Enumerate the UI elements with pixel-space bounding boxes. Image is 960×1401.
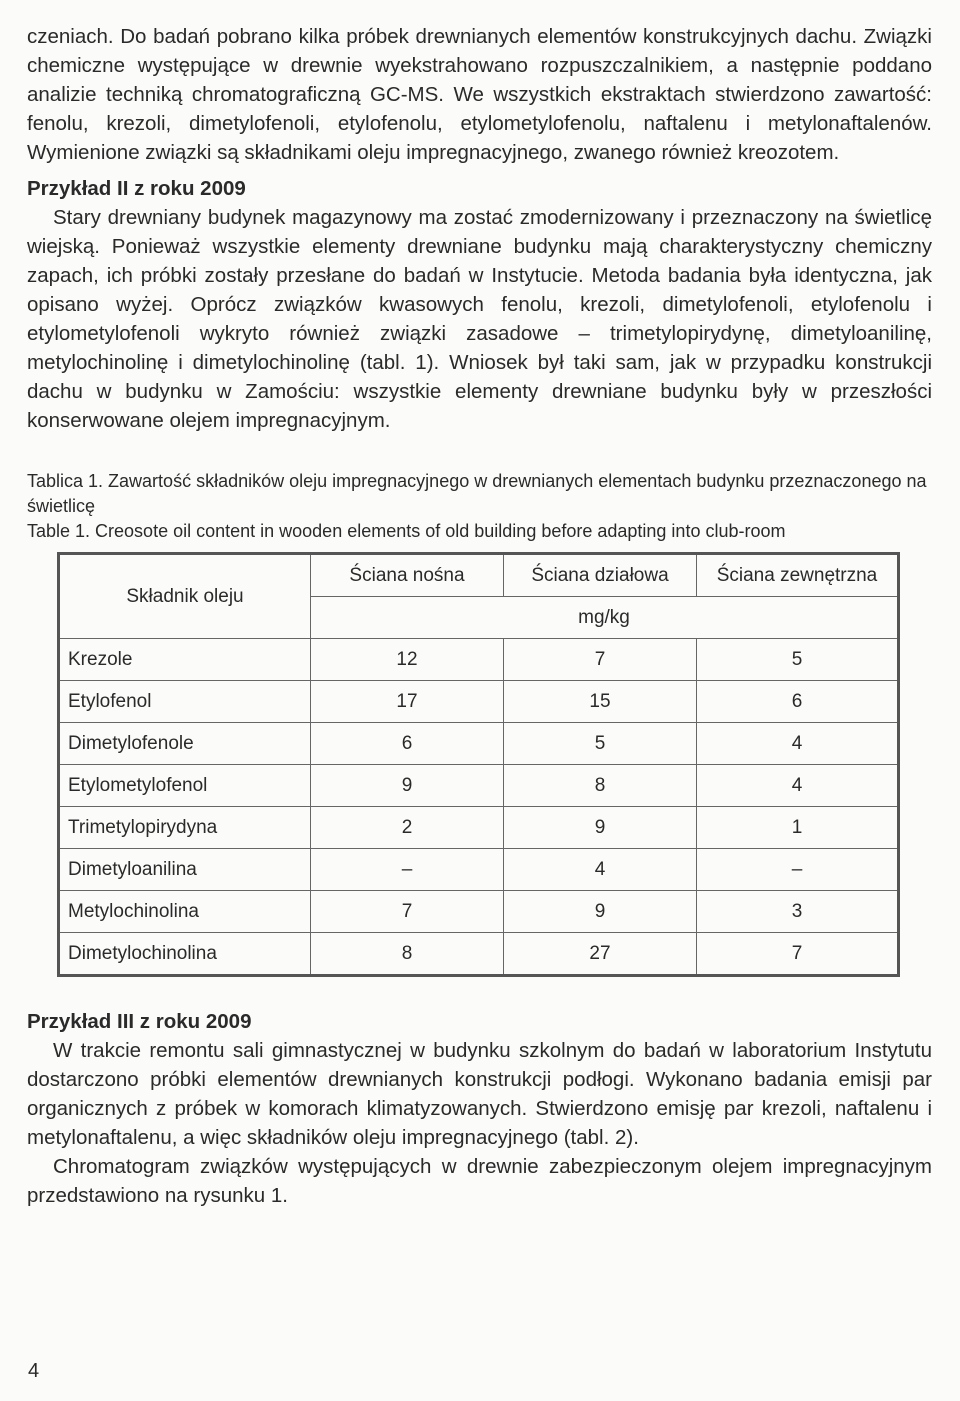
row-value-col-3: 1 [697, 807, 899, 849]
table-header-row [59, 554, 899, 597]
row-value-col-2: 8 [504, 765, 697, 807]
header-col-3: Ściana zewnętrzna [697, 554, 899, 597]
page-content [27, 22, 932, 1210]
row-value-col-1: 8 [311, 933, 504, 976]
row-component-name: Dimetyloanilina [59, 849, 311, 891]
example3-paragraph-2: Chromatogram związków występujących w drewnie zabezpieczonym olejem impregnacyjnym przedstawiono na rysunku 1. [27, 1155, 932, 1207]
table-row [59, 639, 899, 681]
header-component: Składnik oleju [59, 554, 311, 639]
page-number: 4 [28, 1360, 40, 1382]
oil-content-table [57, 552, 900, 977]
table-row [59, 681, 899, 723]
header-unit: mg/kg [311, 597, 899, 639]
row-value-col-2: 7 [504, 639, 697, 681]
intro-paragraph: czeniach. Do badań pobrano kilka próbek drewnianych elementów konstrukcyjnych dachu. Związki chemiczne występujące w drewnie wyekstrahowano rozpuszczalnikiem, a następnie poddano analizie techniką chromatograficzną GC-MS. We wszystkich ekstraktach stwierdzono zawartość: fenolu, krezoli, dimetylofenoli, etylofenolu, etylometylofenolu, naftalenu i metylonaftalenów. Wymienione związki są składnikami oleju impregnacyjnego, zwanego również kreozotem. [27, 25, 932, 164]
row-value-col-2: 9 [504, 807, 697, 849]
row-component-name: Trimetylopirydyna [59, 807, 311, 849]
row-value-col-2: 9 [504, 891, 697, 933]
row-value-col-3: 7 [697, 933, 899, 976]
row-value-col-1: 6 [311, 723, 504, 765]
example3-heading: Przykład III z roku 2009 [27, 1010, 252, 1033]
table-caption [27, 469, 932, 544]
table-row [59, 891, 899, 933]
table-row [59, 807, 899, 849]
table-body [59, 639, 899, 976]
header-col-1: Ściana nośna [311, 554, 504, 597]
example3-paragraph-1: W trakcie remontu sali gimnastycznej w budynku szkolnym do badań w laboratorium Instytutu dostarczono próbki elementów drewnianych konstrukcji podłogi. Wykonano badania emisji par organicznych z próbek w komorach klimatyzowanych. Stwierdzono emisję par krezoli, naftalenu i metylonaftalenu, a więc składników oleju impregnacyjnego (tabl. 2). [27, 1039, 932, 1149]
row-component-name: Krezole [59, 639, 311, 681]
table-caption-en: Table 1. Creosote oil content in wooden elements of old building before adapting into club-room [27, 521, 786, 541]
row-value-col-1: 2 [311, 807, 504, 849]
row-value-col-3: 6 [697, 681, 899, 723]
row-component-name: Dimetylochinolina [59, 933, 311, 976]
table-row [59, 933, 899, 976]
row-value-col-3: 3 [697, 891, 899, 933]
row-value-col-1: – [311, 849, 504, 891]
row-value-col-1: 12 [311, 639, 504, 681]
row-value-col-2: 4 [504, 849, 697, 891]
row-value-col-3: 5 [697, 639, 899, 681]
row-value-col-2: 5 [504, 723, 697, 765]
row-value-col-1: 17 [311, 681, 504, 723]
row-value-col-1: 9 [311, 765, 504, 807]
row-value-col-2: 15 [504, 681, 697, 723]
example2-paragraph: Stary drewniany budynek magazynowy ma zostać zmodernizowany i przeznaczony na świetlicę wiejską. Ponieważ wszystkie elementy drewniane budynku mają charakterystyczny chemiczny zapach, ich próbki zostały przesłane do badań w Instytucie. Metoda badania była identyczna, jak opisano wyżej. Oprócz związków kwasowych fenolu, krezoli, dimetylofenoli, etylofenolu i etylometylofenoli wykryto również związki zasadowe – trimetylopirydynę, dimetyloanilinę, metylochinolinę i dimetylochinolinę (tabl. 1). Wniosek był taki sam, jak w przypadku konstrukcji dachu w budynku w Zamościu: wszystkie elementy drewniane budynku były w przeszłości konserwowane olejem impregnacyjnym. [27, 206, 932, 432]
row-component-name: Dimetylofenole [59, 723, 311, 765]
row-value-col-1: 7 [311, 891, 504, 933]
row-component-name: Metylochinolina [59, 891, 311, 933]
table-caption-pl: Tablica 1. Zawartość składników oleju impregnacyjnego w drewnianych elementach budynku przeznaczonego na świetlicę [27, 471, 927, 516]
row-component-name: Etylofenol [59, 681, 311, 723]
row-value-col-3: – [697, 849, 899, 891]
row-value-col-2: 27 [504, 933, 697, 976]
row-value-col-3: 4 [697, 723, 899, 765]
example2-heading: Przykład II z roku 2009 [27, 177, 246, 200]
row-component-name: Etylometylofenol [59, 765, 311, 807]
table-row [59, 723, 899, 765]
table-row [59, 849, 899, 891]
table-row [59, 765, 899, 807]
header-col-2: Ściana działowa [504, 554, 697, 597]
row-value-col-3: 4 [697, 765, 899, 807]
